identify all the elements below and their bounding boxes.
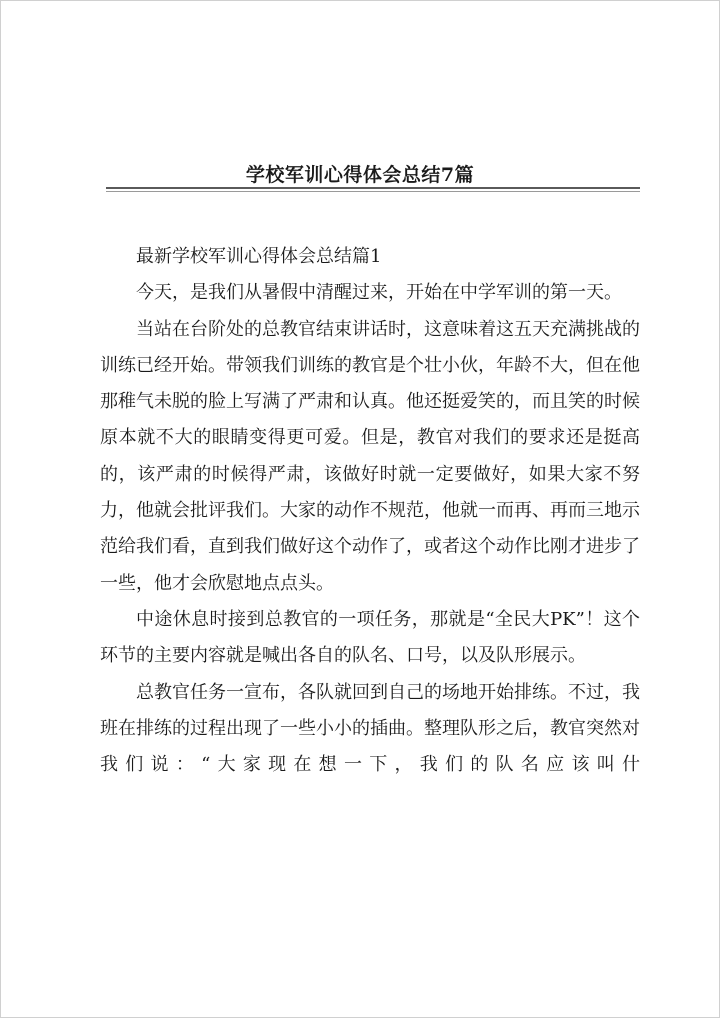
section-heading: 最新学校军训心得体会总结篇1 [136, 246, 382, 267]
document-body [100, 239, 640, 783]
document-title: 学校军训心得体会总结7篇 [245, 163, 475, 186]
paragraph: 当站在台阶处的总教官结束讲话时，这意味着这五天充满挑战的训练已经开始。带领我们训练的教官是个壮小伙，年龄不大，但在他那稚气未脱的脸上写满了严肃和认真。他还挺爱笑的，而且笑的时候原本就不大的眼睛变得更可爱。但是，教官对我们的要求还是挺高的，该严肃的时候得严肃，该做好时就一定要做好，如果大家不努力，他就会批评我们。大家的动作不规范，他就一而再、再而三地示范给我们看，直到我们做好这个动作了，或者这个动作比刚才进步了一些，他才会欣慰地点点头。 [100, 318, 640, 594]
paragraph: 中途休息时接到总教官的一项任务，那就是“全民大PK”！这个环节的主要内容就是喊出各自的队名、口号，以及队形展示。 [100, 608, 640, 667]
title-divider-thin [106, 191, 640, 192]
title-divider [106, 187, 640, 189]
paragraph: 今天，是我们从暑假中清醒过来，开始在中学军训的第一天。 [136, 282, 622, 304]
paragraph: 总教官任务一宣布，各队就回到自己的场地开始排练。不过，我班在排练的过程出现了一些小小的插曲。整理队形之后，教官突然对我们说：“大家现在想一下，我们的队名应该叫什 [100, 681, 640, 776]
